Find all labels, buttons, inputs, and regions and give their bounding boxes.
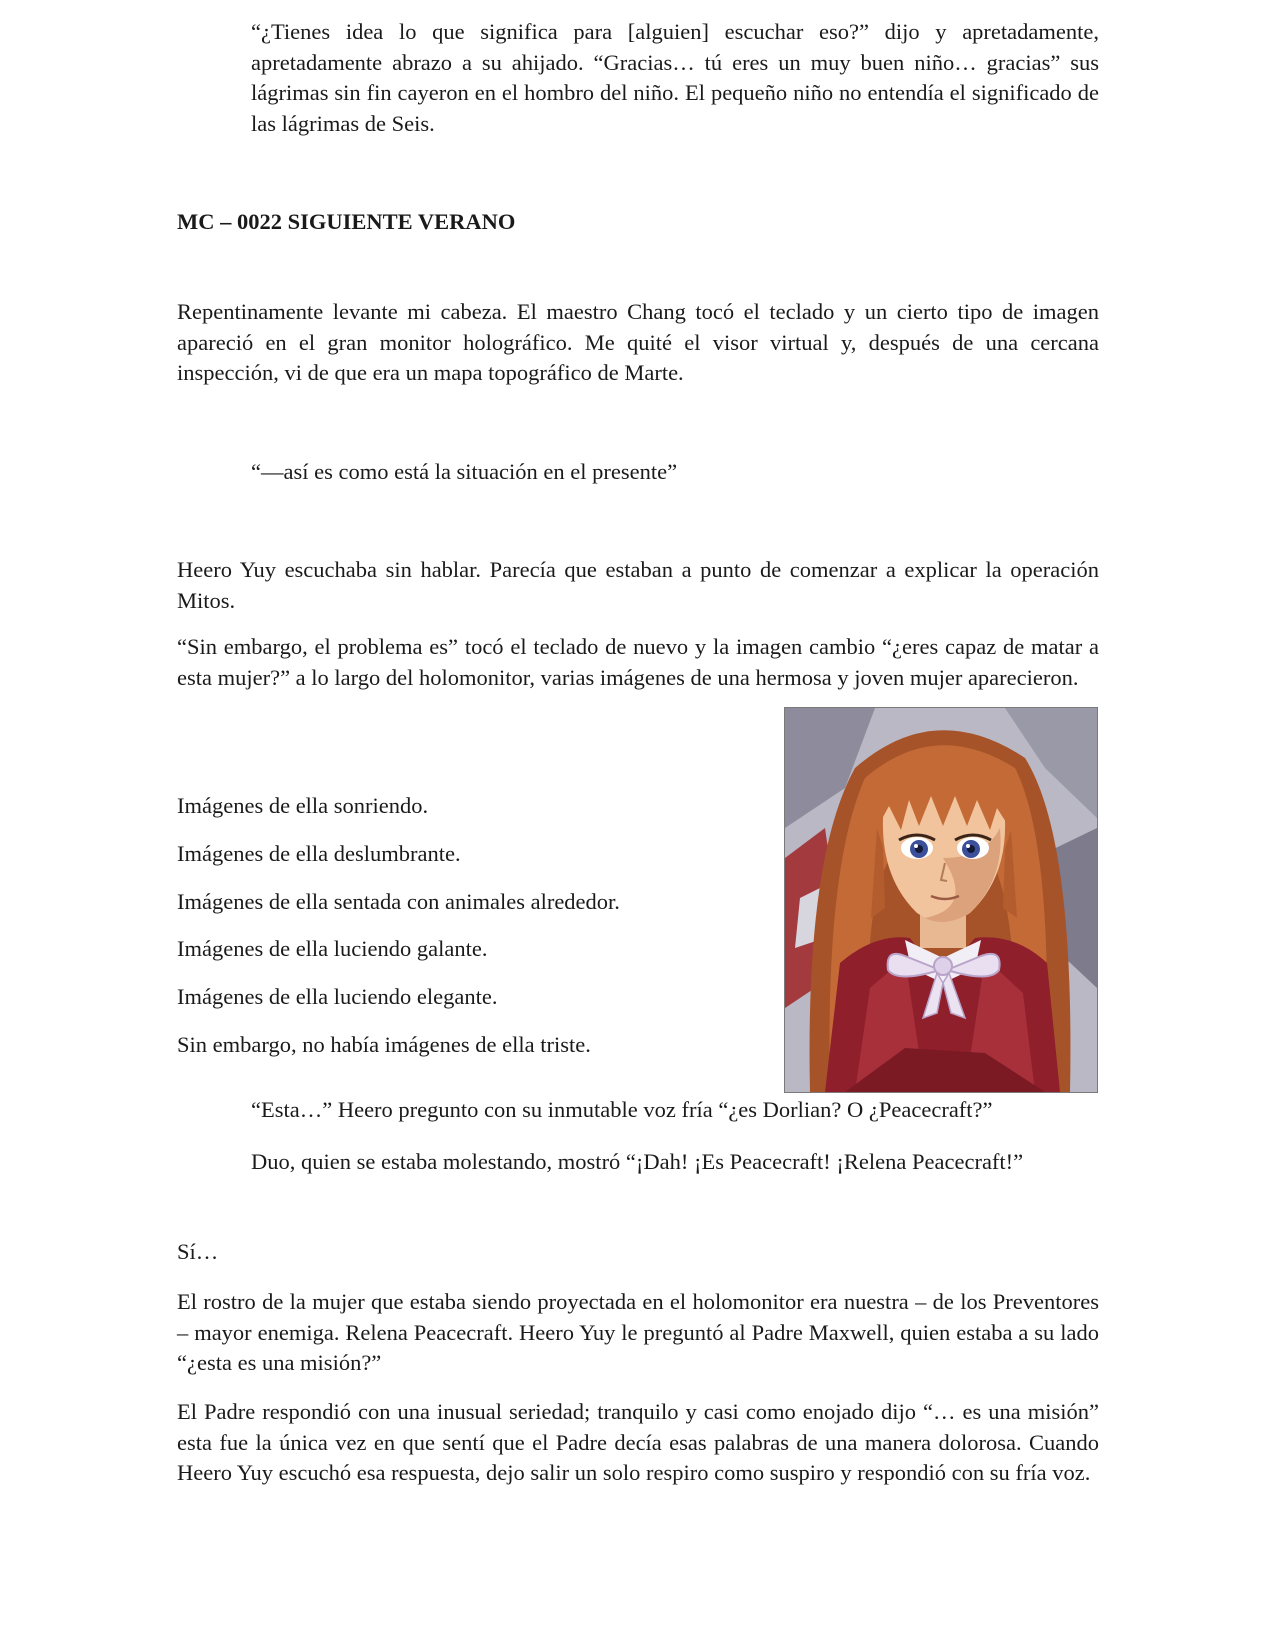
paragraph-si: Sí… [177, 1239, 219, 1264]
list-item: Imágenes de ella luciendo elegante. [177, 984, 498, 1009]
list-item: Imágenes de ella luciendo galante. [177, 936, 488, 961]
list-item: Imágenes de ella deslumbrante. [177, 841, 461, 866]
paragraph-intro: “¿Tienes idea lo que significa para [alguien] escuchar eso?” dijo y apretadamente, apretadamente abrazo a su ahijado. “Gracias… tú eres un muy buen niño… gracias” sus lágrimas sin fin cayeron en el hombro del niño. El pequeño niño no entendía el significado de las lágrimas de Seis. [251, 19, 1099, 136]
paragraph-problem: “Sin embargo, el problema es” tocó el teclado de nuevo y la imagen cambio “¿eres capaz de matar a esta mujer?” a lo largo del holomonitor, varias imágenes de una hermosa y joven mujer aparecieron. [177, 634, 1099, 690]
paragraph-monitor: Repentinamente levante mi cabeza. El maestro Chang tocó el teclado y un cierto tipo de imagen apareció en el gran monitor holográfico. Me quité el visor virtual y, después de una cercana inspección, vi de que era un mapa topográfico de Marte. [177, 299, 1099, 385]
list-item: Imágenes de ella sonriendo. [177, 793, 429, 818]
paragraph-enemy: El rostro de la mujer que estaba siendo proyectada en el holomonitor era nuestra – de los Preventores – mayor enemiga. Relena Peacecraft. Heero Yuy le preguntó al Padre Maxwell, quien estaba a su lado “¿esta es una misión?” [177, 1289, 1099, 1375]
character-portrait-image [784, 707, 1098, 1093]
list-item: Sin embargo, no había imágenes de ella triste. [177, 1032, 591, 1057]
quote-duo-answer: Duo, quien se estaba molestando, mostró “¡Dah! ¡Es Peacecraft! ¡Relena Peacecraft!” [251, 1149, 1024, 1174]
paragraph-father-response: El Padre respondió con una inusual seriedad; tranquilo y casi como enojado dijo “… es una misión” esta fue la única vez en que sentí que el Padre decía esas palabras de una manera dolorosa. Cuando Heero Yuy escuchó esa respuesta, dejo salir un solo respiro como suspiro y respondió con su fría voz. [177, 1399, 1099, 1485]
section-heading: MC – 0022 SIGUIENTE VERANO [177, 209, 516, 234]
list-item: Imágenes de ella sentada con animales alrededor. [177, 889, 620, 914]
paragraph-heero-listens: Heero Yuy escuchaba sin hablar. Parecía que estaban a punto de comenzar a explicar la operación Mitos. [177, 557, 1099, 613]
quote-heero-question: “Esta…” Heero pregunto con su inmutable voz fría “¿es Dorlian? O ¿Peacecraft?” [251, 1097, 993, 1122]
quote-situation: “—así es como está la situación en el presente” [251, 459, 678, 484]
